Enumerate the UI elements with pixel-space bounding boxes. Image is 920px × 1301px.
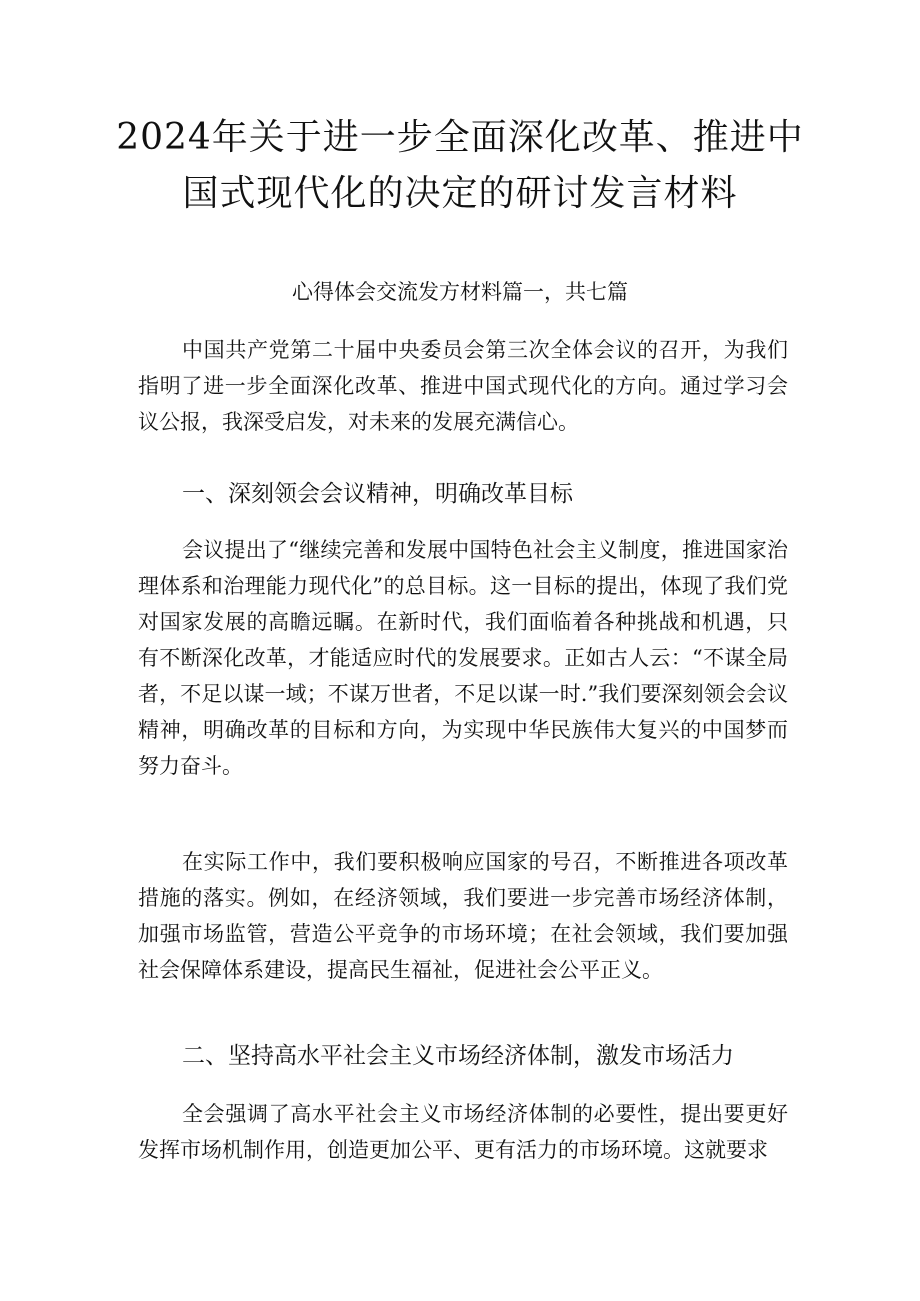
title-line-2: 国式现代化的决定的研讨发言材料 — [182, 173, 738, 214]
body-paragraph: 会议提出了“继续完善和发展中国特色社会主义制度，推进国家治理体系和治理能力现代化”的总目标。这一目标的提出，体现了我们党对国家发展的高瞻远瞩。在新时代，我们面临着各种挑战和机遇，只有不断深化改革，才能适应时代的发展要求。正如古人云：“不谋全局者，不足以谋一域；不谋万世者，不足以谋一时.”我们要深刻领会会议精神，明确改革的目标和方向，为实现中华民族伟大复兴的中国梦而努力奋斗。 — [138, 538, 788, 778]
body-paragraph: 中国共产党第二十届中央委员会第三次全体会议的召开，为我们指明了进一步全面深化改革、推进中国式现代化的方向。通过学习会议公报，我深受启发，对未来的发展充满信心。 — [138, 338, 788, 434]
body-paragraph: 在实际工作中，我们要积极响应国家的号召，不断推进各项改革措施的落实。例如，在经济领域，我们要进一步完善市场经济体制，加强市场监管，营造公平竞争的市场环境；在社会领域，我们要加强社会保障体系建设，提高民生福祉，促进社会公平正义。 — [138, 850, 788, 982]
title-line-1: 2024年关于进一步全面深化改革、推进中 — [116, 117, 804, 158]
section-heading: 一、深刻领会会议精神，明确改革目标 — [182, 481, 573, 507]
document-title — [100, 110, 820, 222]
section-heading: 二、坚持高水平社会主义市场经济体制，激发市场活力 — [182, 1043, 734, 1069]
body-paragraph: 全会强调了高水平社会主义市场经济体制的必要性，提出要更好发挥市场机制作用，创造更加公平、更有活力的市场环境。这就要求 — [138, 1102, 788, 1162]
document-subtitle: 心得体会交流发方材料篇一，共七篇 — [292, 280, 628, 304]
